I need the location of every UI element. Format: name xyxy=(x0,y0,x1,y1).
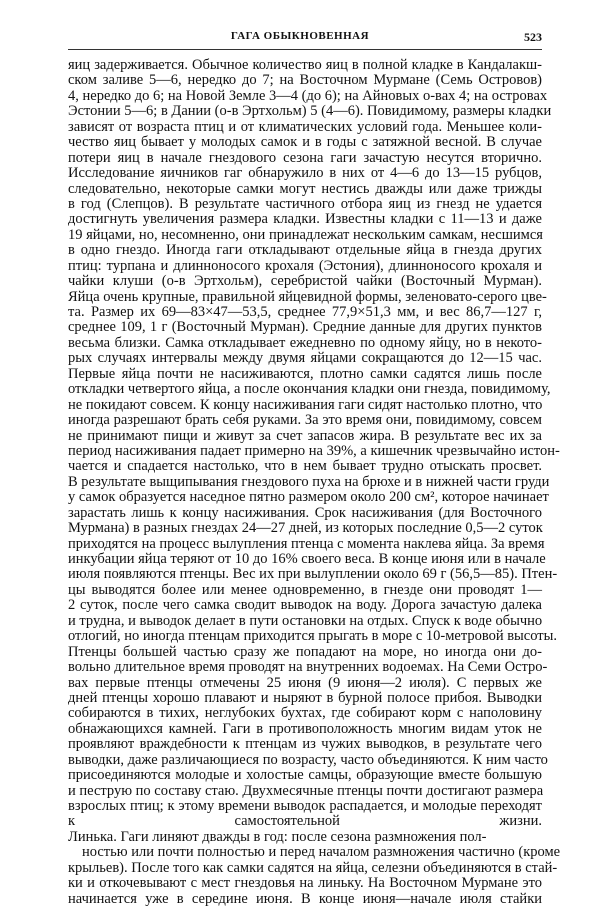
text-line: откладки четвертого яйца, а после окончания кладки они гнезда, повидимому, xyxy=(68,381,551,398)
text-line: рых случаях интервалы между двумя яйцами сокращаются до 12—15 час. xyxy=(68,350,542,367)
text-line: Мурмана) в разных гнездах 24—27 дней, из которых последние 0,5—2 суток xyxy=(68,520,543,537)
page-header xyxy=(0,24,600,46)
text-line: 2 суток, после чего самка сводит выводок на воду. Дорога зачастую далека xyxy=(68,597,542,614)
text-line: и пеструю по составу стаю. Двухмесячные птенцы почти достигают размера xyxy=(68,782,544,799)
text-line: ском заливе 5—6, нередко до 7; на Восточном Мурмане (Семь Островов) xyxy=(68,72,542,89)
page-number: 523 xyxy=(524,30,542,44)
body-text xyxy=(68,57,561,923)
text-line: не принимают пищи и живут за счет запасов жира. В результате вес их за xyxy=(68,427,542,444)
text-line: Яйца очень крупные, правильной яйцевидной формы, зеленовато-серого цве- xyxy=(68,288,547,305)
text-line: чайки клуши (о-в Эртхольм), серебристой чайки (Восточный Мурман). xyxy=(68,273,542,290)
text-line: чается и спадается настолько, что в нем бывает трудно отыскать просвет. xyxy=(68,458,542,475)
text-line: крыльев). После того как самки садятся на яйца, селезни объединяются в стай- xyxy=(68,859,558,876)
text-line: взрослых птиц; к этому времени выводок распадается, и молодые переходят xyxy=(68,798,542,814)
text-line: ностью или почти полностью и перед началом размножения частично (кроме xyxy=(82,844,561,861)
text-line: вах первые птенцы отмечены 25 июня (9 июня—2 июля). С первых же xyxy=(68,674,542,691)
text-line: Линька. Гаги линяют дважды в год: после сезона размножения пол- xyxy=(68,828,487,845)
text-line: цы выводятся более или менее одновременно, в гнезде они проводят 1— xyxy=(68,581,542,598)
text-line: достигнуть увеличения размера кладки. Известны кладки с 11—13 и даже xyxy=(68,211,542,228)
text-line: приходятся на процесс вылупления птенца с момента наклева яйца. За время xyxy=(68,535,545,552)
text-line: не покидают совсем. К концу насиживания гаги сидят настолько плотно, что xyxy=(68,396,543,413)
text-line: яиц задерживается. Обычное количество яиц в полной кладке в Кандалакш- xyxy=(68,57,542,73)
text-line: июля появляются птенцы. Вес их при вылуплении около 69 г (56,5—85). Птен- xyxy=(68,566,558,583)
text-line: 4, нередко до 6; на Новой Земле 3—4 (до 6); на Айновых о-вах 4; на островах xyxy=(68,87,548,104)
text-line: инкубации яйца теряют от 10 до 16% своего веса. В конце июня или в начале xyxy=(68,551,546,567)
text-line: 19 яйцами, но, несомненно, они принадлежат нескольким самкам, несшимся xyxy=(68,226,543,243)
text-line: весьма близки. Самка откладывает ежедневно по одному яйцу, но в некото- xyxy=(68,334,542,351)
text-line: следовательно, некоторые самки могут нестись дважды или даже трижды xyxy=(68,180,542,197)
text-line: в год (Слепцов). В результате частичного отбора яиц из гнезд не удается xyxy=(68,195,542,212)
text-line: Эстонии 5—6; в Дании (о-в Эртхольм) 5 (4—6). Повидимому, размеры кладки xyxy=(68,103,552,120)
text-line: дней птенцы хорошо плавают и ныряют в бурной полосе прибоя. Выводки xyxy=(68,689,542,706)
text-line: обнажающихся камней. Гаги в противоположность многим видам уток не xyxy=(68,720,542,737)
header-rule xyxy=(68,49,542,50)
text-line: та. Размер их 69—83×47—53,5, среднее 77,9×51,3 мм, и вес 86,7—127 г, xyxy=(68,304,542,320)
text-line: зависят от возраста птиц и от климатических условий года. Меньшее коли- xyxy=(68,118,542,135)
text-line: В результате выщипывания гнездового пуха на брюхе и в нижней части груди xyxy=(68,473,550,490)
text-line: Птенцы большей частью сразу же попадают на море, но иногда они до- xyxy=(68,643,542,660)
text-line: Первые яйца почти не насиживаются, плотно самки садятся лишь после xyxy=(68,365,542,382)
text-line: в одно гнездо. Иногда гаги откладывают отдельные яйца в гнезда других xyxy=(68,242,542,259)
running-title: ГАГА ОБЫКНОВЕННАЯ xyxy=(230,30,370,42)
text-line: ки и откочевывают с мест гнездовья на линьку. На Восточном Мурмане это xyxy=(68,875,542,892)
text-line: зарастать лишь к концу насиживания. Срок насиживания (для Восточного xyxy=(68,504,542,521)
text-line: присоединяются молодые и холостые самцы, образующие вместе большую xyxy=(68,767,542,784)
text-line: птиц: турпана и длинноносого крохаля (Эстония), длинноносого крохаля и xyxy=(68,257,542,274)
text-line: собираются в тихих, неглубоких бухтах, где собирают корм с наполовину xyxy=(68,705,542,722)
text-line: отлогий, но иногда птенцам приходится прыгать в море с 10-метровой высоты. xyxy=(68,628,557,645)
text-line: иногда разрешают брать себя руками. За это время они, повидимому, совсем xyxy=(68,412,542,429)
text-line: проявляют враждебности к птенцам из чужих выводков, в результате чего xyxy=(68,736,542,753)
text-line: вольно длительное время проводят на внутренних водоемах. На Семи Остро- xyxy=(68,659,548,676)
text-line xyxy=(68,907,542,922)
text-line: потери яиц в начале гнездового сезона гаги зачастую несутся вторично. xyxy=(68,149,542,166)
text-line: и трудна, и выводок делает в пути остановки на отдых. Спуск к воде обычно xyxy=(68,612,543,629)
text-line: выводки, даже различающиеся по возрасту, часто объединяются. К ним часто xyxy=(68,751,548,768)
text-line: среднее 109, 1 г (Восточный Мурман). Средние данные для других пунктов xyxy=(68,319,542,336)
text-line: период насиживания падает примерно на 39%, а кишечник чрезвычайно истон- xyxy=(68,442,560,459)
text-line: к самостоятельной жизни. xyxy=(68,813,542,830)
text-line: чество яиц бывает у молодых самок и в годы с затяжной весной. В случае xyxy=(68,134,542,151)
text-line: у самок образуется наседное пятно размером около 200 см², которое начинает xyxy=(68,489,549,506)
text-line: Исследование яичников гаг обнаружило в них от 4—6 до 13—15 рубцов, xyxy=(68,165,542,182)
text-line: начинается уже в середине июня. В конце июня—начале июля стайки xyxy=(68,890,542,907)
